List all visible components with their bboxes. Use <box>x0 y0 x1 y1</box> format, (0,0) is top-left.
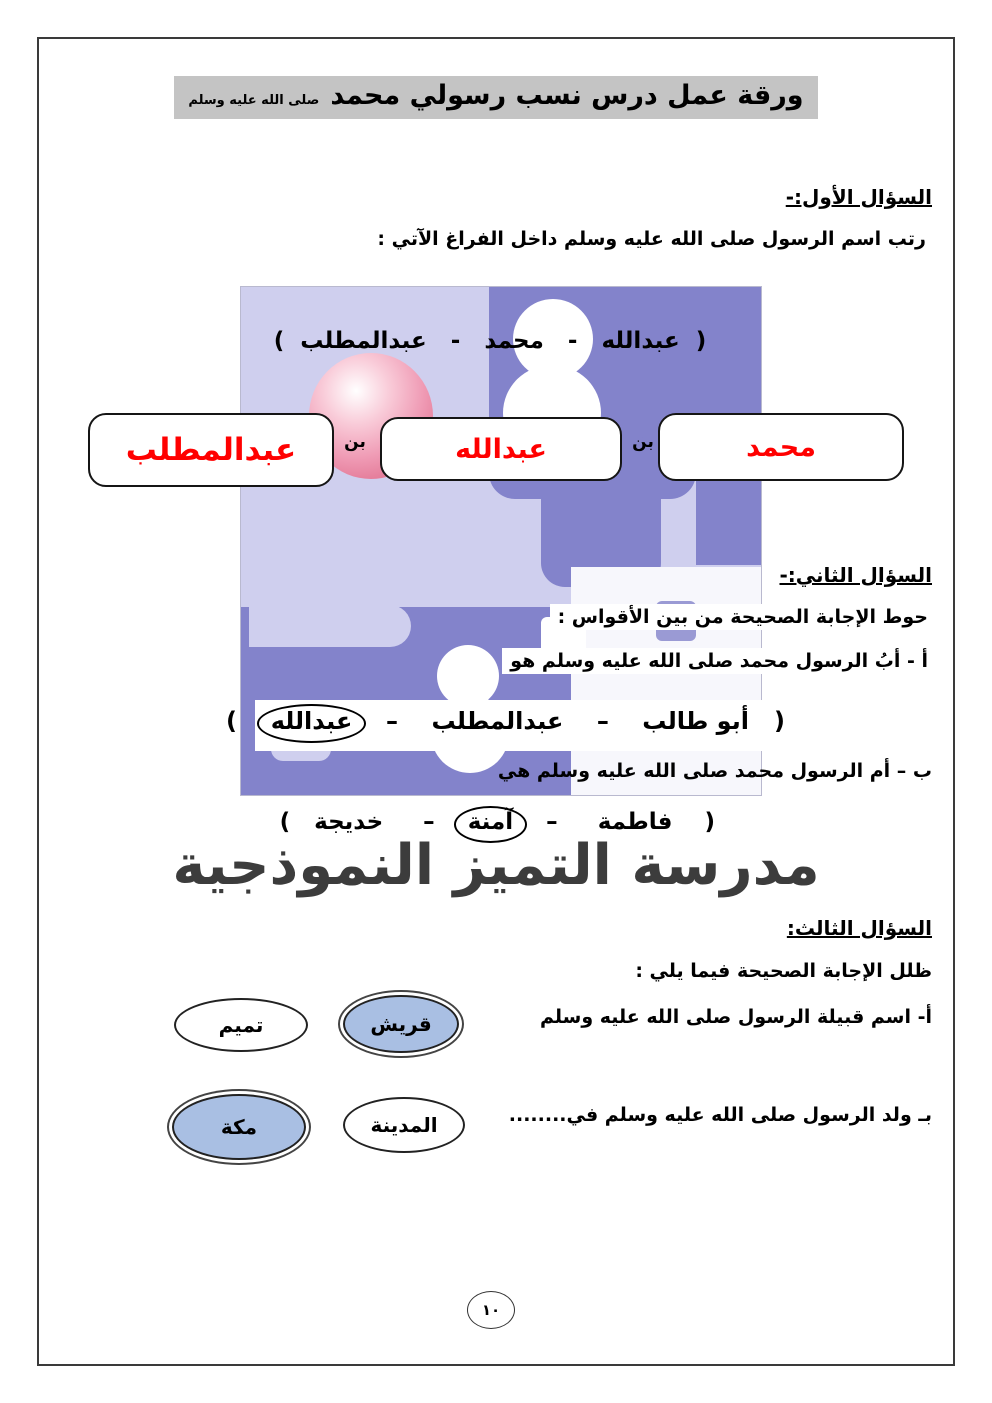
q3-b-option-makkah[interactable]: مكة <box>172 1094 306 1160</box>
q3-a-prompt: أ- اسم قبيلة الرسول صلى الله عليه وسلم <box>539 1006 932 1028</box>
q2-a-options-open: ( أبو طالب – عبدالمطلب – <box>369 707 785 735</box>
document-title-main: ورقة عمل درس نسب رسولي محمد <box>330 80 804 111</box>
puzzle-light-channel <box>249 605 411 647</box>
q1-connector-bin-2: بن <box>344 432 366 452</box>
q2-b-options <box>279 806 715 843</box>
q2-b-options-close: – خديجة ) <box>279 809 451 835</box>
document-title-suffix: صلى الله عليه وسلم <box>188 93 320 108</box>
q2-b-options-open: ( فاطمة – <box>530 809 715 835</box>
school-watermark: مدرسة التميز النموذجية <box>172 833 820 898</box>
title-row <box>0 76 992 119</box>
page-number-badge: ١٠ <box>467 1291 515 1329</box>
q3-b-option-madina[interactable]: المدينة <box>343 1097 465 1153</box>
q3-b-prompt: بـ ولد الرسول صلى الله عليه وسلم في........ <box>508 1104 932 1126</box>
q2-a-prompt: أ - أبُ الرسول محمد صلى الله عليه وسلم هو <box>502 648 936 674</box>
q1-instruction: رتب اسم الرسول صلى الله عليه وسلم داخل الفراغ الآتي : <box>377 228 926 250</box>
q1-answer-box-abdulmuttalib[interactable]: عبدالمطلب <box>88 413 334 487</box>
q2-a-options-close: ) <box>226 707 254 735</box>
q1-word-bank: ( عبدالله - محمد - عبدالمطلب ) <box>273 328 707 354</box>
q2-instruction: حوط الإجابة الصحيحة من بين الأقواس : <box>550 604 936 630</box>
q3-instruction: ظلل الإجابة الصحيحة فيما يلي : <box>635 960 932 982</box>
document-title <box>174 76 817 119</box>
q2-a-circled-answer[interactable]: عبدالله <box>257 704 367 743</box>
q2-b-circled-answer[interactable]: آمنة <box>454 806 527 843</box>
q2-heading: السؤال الثاني:- <box>779 563 932 587</box>
q1-answer-box-muhammad[interactable]: محمد <box>658 413 904 481</box>
q3-a-option-quraysh[interactable]: قريش <box>343 995 459 1053</box>
q1-answer-box-abdullah[interactable]: عبدالله <box>380 417 622 481</box>
q1-heading: السؤال الأول:- <box>785 185 932 209</box>
q3-a-option-tamim[interactable]: تميم <box>174 998 308 1052</box>
q1-connector-bin-1: بن <box>632 432 654 452</box>
q2-b-prompt: ب – أم الرسول محمد صلى الله عليه وسلم هي <box>497 760 932 782</box>
q3-heading: السؤال الثالث: <box>786 916 932 940</box>
q2-a-options <box>226 700 785 751</box>
